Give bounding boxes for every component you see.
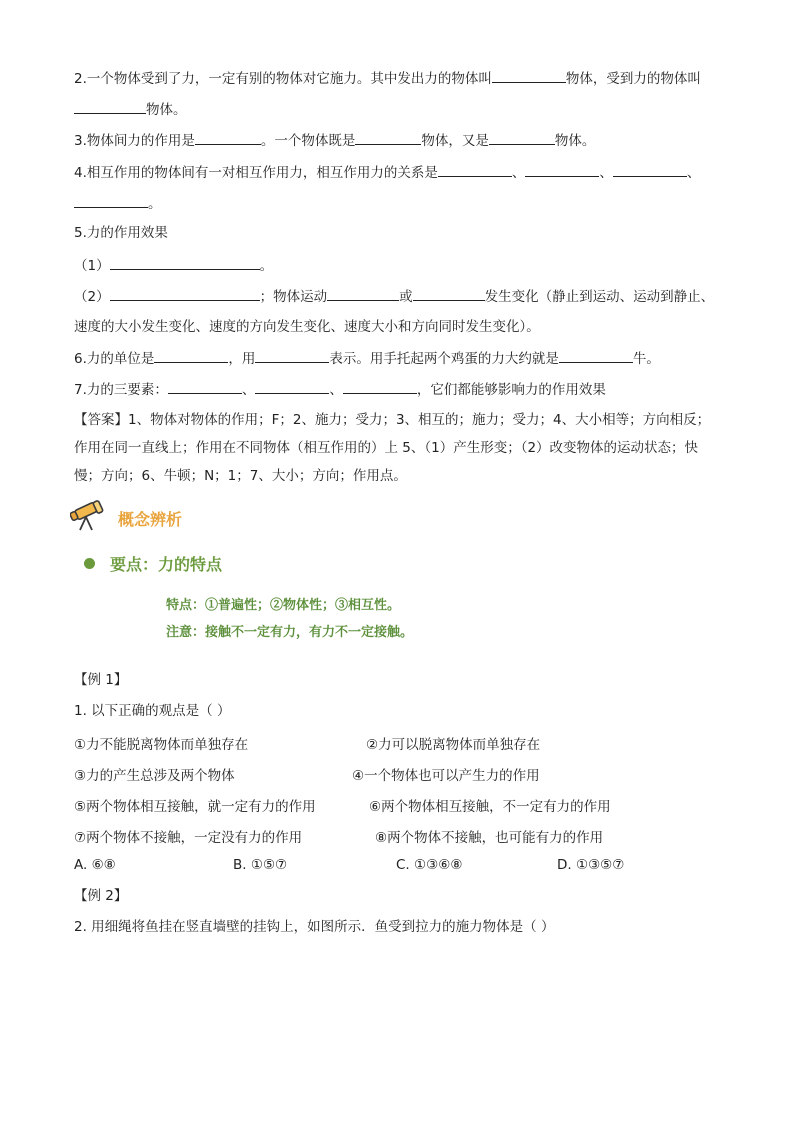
example-1-label: 【例 1】	[74, 672, 128, 688]
feature-text: 特点：①普遍性；②物体性；③相互性。	[166, 598, 401, 613]
q3-text-d: 物体。	[554, 133, 596, 149]
question-7	[74, 379, 606, 400]
answer-line: 作用在同一直线上；作用在不同物体（相互作用的）上 5、（1）产生形变；（2）改变物体的运动状态；快	[74, 440, 699, 456]
statement: ③力的产生总涉及两个物体	[74, 768, 235, 784]
question-5-item-2-cont	[74, 317, 540, 337]
statement: ①力不能脱离物体而单独存在	[74, 737, 249, 753]
separator: 、	[599, 165, 613, 181]
fill-blank[interactable]	[492, 68, 566, 83]
key-point	[84, 552, 222, 575]
fill-blank[interactable]	[613, 162, 687, 177]
q6-text-a: 6.力的单位是	[74, 351, 155, 367]
q2-text-a: 2.一个物体受到了力，一定有别的物体对它施力。其中发出力的物体叫	[74, 71, 492, 87]
statement: ⑦两个物体不接触，一定没有力的作用	[74, 830, 303, 846]
q2-text-c: 物体。	[146, 102, 187, 118]
q7-text-a: 7.力的三要素：	[74, 382, 168, 398]
q6-text-b: ，用	[228, 351, 256, 367]
statement: ⑧两个物体不接触，也可能有力的作用	[375, 830, 604, 846]
choice-d[interactable]: D. ①③⑤⑦	[557, 857, 625, 873]
fill-blank[interactable]	[343, 379, 417, 394]
q5-2-label: （2）	[74, 289, 110, 305]
example-2-label: 【例 2】	[74, 888, 128, 904]
statement: ⑤两个物体相互接触，就一定有力的作用	[74, 799, 316, 815]
question-4-line2	[74, 193, 162, 214]
question-4-line1	[74, 162, 700, 183]
q7-text-b: ，它们都能够影响力的作用效果	[416, 382, 606, 398]
telescope-icon	[70, 500, 106, 536]
section-header	[70, 500, 182, 536]
bullet-icon	[84, 558, 95, 569]
fill-blank[interactable]	[559, 348, 633, 363]
fill-blank[interactable]	[154, 348, 228, 363]
q3-text-c: 物体，又是	[421, 133, 489, 149]
answer-line: 【答案】1、物体对物体的作用；F；2、施力；受力；3、相互的；施力；受力；4、大小相等；方向相反；	[74, 412, 711, 428]
fill-blank[interactable]	[525, 162, 599, 177]
q4-text-a: 4.相互作用的物体间有一对相互作用力，相互作用力的关系是	[74, 165, 438, 181]
statement: ②力可以脱离物体而单独存在	[366, 737, 541, 753]
fill-blank[interactable]	[413, 286, 485, 301]
fill-blank[interactable]	[327, 286, 399, 301]
q5-2-text-cont: 速度的大小发生变化、速度的方向发生变化、速度大小和方向同时发生变化）。	[74, 319, 540, 335]
answer-block	[74, 406, 734, 490]
fill-blank[interactable]	[438, 162, 512, 177]
fill-blank[interactable]	[110, 286, 260, 301]
fill-blank[interactable]	[255, 348, 329, 363]
q5-2-text-c: 或	[399, 289, 413, 305]
choice-b[interactable]: B. ①⑤⑦	[233, 857, 288, 873]
question-6	[74, 348, 660, 369]
fill-blank[interactable]	[195, 130, 261, 145]
example-2-question: 2. 用细绳将鱼挂在竖直墙壁的挂钩上，如图所示．鱼受到拉力的施力物体是（ ）	[74, 919, 555, 935]
fill-blank[interactable]	[110, 255, 260, 270]
q3-text-b: 。一个物体既是	[260, 133, 356, 149]
q4-text-end: 。	[148, 196, 162, 212]
statement: ⑥两个物体相互接触，不一定有力的作用	[369, 799, 611, 815]
key-point-title: 要点：力的特点	[110, 555, 223, 574]
fill-blank[interactable]	[255, 379, 329, 394]
example-1-question: 1. 以下正确的观点是（ ）	[74, 703, 231, 719]
answer-line: 慢；方向；6、牛顿；N；1；7、大小；方向；作用点。	[74, 468, 407, 484]
q5-2-text-d: 发生变化（静止到运动、运动到静止、	[484, 289, 715, 305]
choice-a[interactable]: A. ⑥⑧	[74, 857, 116, 873]
question-5-item-2	[74, 286, 714, 307]
q6-text-d: 牛。	[632, 351, 660, 367]
q6-text-c: 表示。用手托起两个鸡蛋的力大约就是	[329, 351, 559, 367]
q5-text: 5.力的作用效果	[74, 225, 168, 241]
q3-text-a: 3.物体间力的作用是	[74, 133, 195, 149]
fill-blank[interactable]	[74, 99, 146, 114]
question-2-line2	[74, 99, 187, 120]
separator: 、	[511, 165, 526, 181]
question-5-item-1	[74, 255, 273, 276]
fill-blank[interactable]	[168, 379, 242, 394]
separator: 、	[329, 382, 343, 398]
separator: 、	[686, 165, 701, 181]
fill-blank[interactable]	[74, 193, 148, 208]
fill-blank[interactable]	[355, 130, 421, 145]
q5-2-text-b: ；物体运动	[259, 289, 328, 305]
question-5	[74, 223, 168, 243]
fill-blank[interactable]	[489, 130, 555, 145]
separator: 、	[241, 382, 256, 398]
question-3	[74, 130, 595, 151]
section-title: 概念辨析	[118, 509, 183, 529]
statement: ④一个物体也可以产生力的作用	[352, 768, 540, 784]
note-text: 注意：接触不一定有力，有力不一定接触。	[166, 625, 414, 640]
q5-1-end: 。	[259, 258, 274, 274]
choice-c[interactable]: C. ①③⑥⑧	[396, 857, 463, 873]
q5-1-label: （1）	[74, 258, 110, 274]
question-2-line1	[74, 68, 701, 89]
q2-text-b: 物体，受到力的物体叫	[565, 71, 701, 87]
